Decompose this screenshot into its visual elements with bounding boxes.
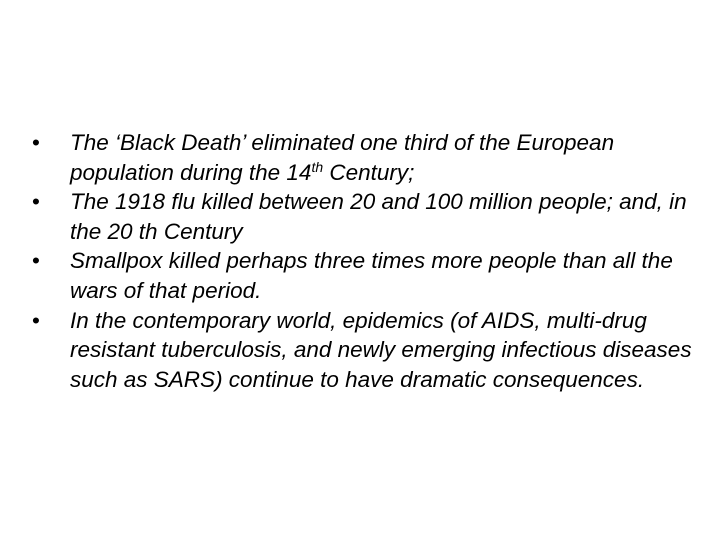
bullet-icon: • — [32, 248, 40, 274]
bullet-item — [24, 128, 704, 187]
superscript: th — [311, 158, 324, 175]
bullet-item — [24, 187, 704, 246]
bullet-icon: • — [32, 189, 40, 215]
bullet-icon: • — [32, 307, 40, 333]
bullet-list — [24, 128, 704, 394]
bullet-text: In the contemporary world, epidemics (of AIDS, multi-drug resistant tuberculosis, and newly emerging infectious diseases such as SARS) continue to have dramatic consequences. — [70, 307, 692, 392]
bullet-item — [24, 246, 704, 305]
bullet-text: Smallpox killed perhaps three times more people than all the wars of that period. — [70, 248, 673, 303]
bullet-item — [24, 306, 704, 395]
bullet-icon: • — [32, 130, 40, 155]
bullet-text: The 1918 flu killed between 20 and 100 million people; and, in the 20 th Century — [70, 189, 687, 244]
bullet-text: The ‘Black Death’ eliminated one third of the European population during the 14th Century; — [70, 130, 615, 185]
